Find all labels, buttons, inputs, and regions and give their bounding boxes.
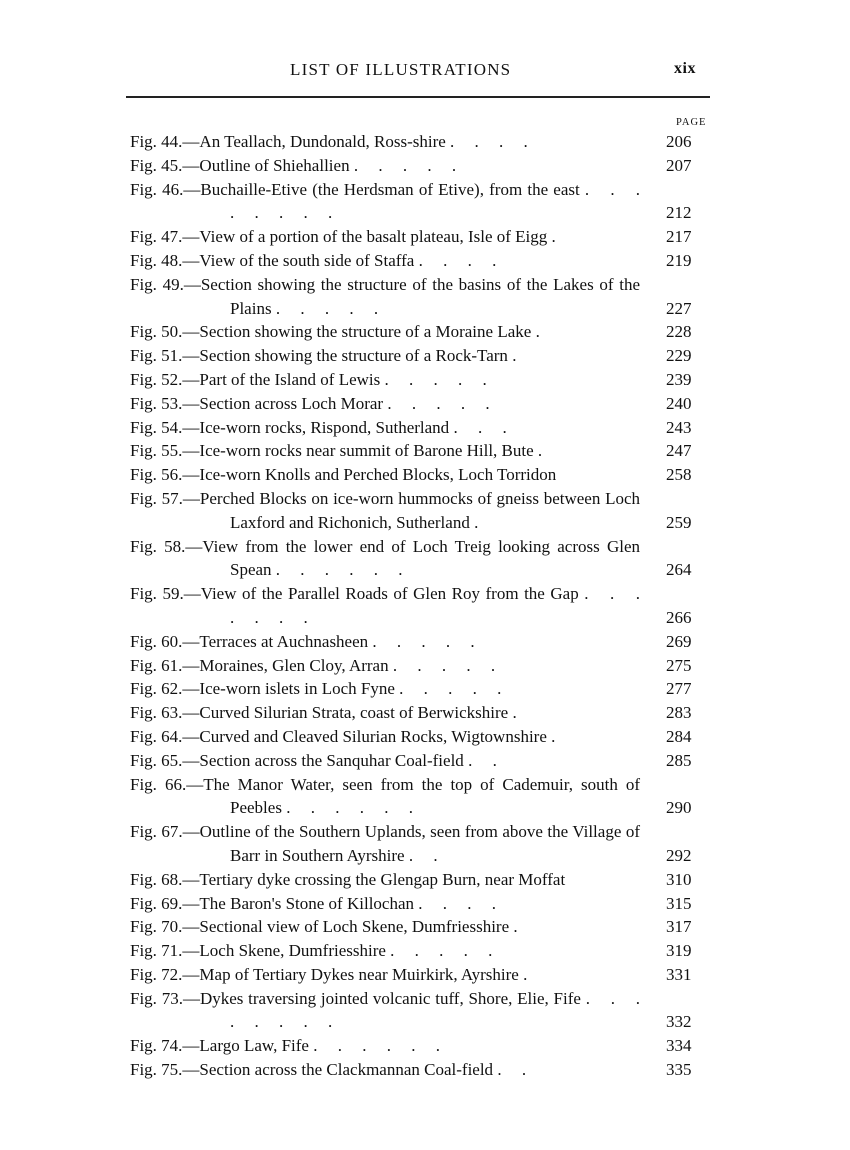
entry-page-number: 290 (666, 798, 692, 818)
entry-text: Fig. 70.—Sectional view of Loch Skene, Dumfriesshire (130, 917, 510, 937)
dot-leader: . . . . . (392, 655, 496, 675)
entry-description (130, 178, 640, 226)
list-item (130, 178, 730, 226)
list-item (130, 868, 730, 892)
list-item (130, 963, 730, 987)
entry-page-number: 228 (666, 322, 692, 342)
dot-leader: . . . . . . . . (230, 988, 641, 1032)
header-rule (126, 96, 710, 98)
entry-description (130, 320, 640, 344)
entry-page-number: 292 (666, 845, 692, 865)
list-item (130, 130, 730, 154)
entry-description (130, 368, 640, 392)
entry-text: Fig. 57.—Perched Blocks on ice-worn hummocks of gneiss between Loch Laxford and Richonich, Sutherland (130, 488, 640, 532)
list-item (130, 630, 730, 654)
entry-description (130, 677, 640, 701)
entry-text: Fig. 61.—Moraines, Glen Cloy, Arran (130, 655, 389, 675)
entry-text: Fig. 49.—Section showing the structure of the basins of the Lakes of the Plains (130, 274, 640, 318)
dot-leader: . . . . . (384, 369, 487, 389)
list-item (130, 749, 730, 773)
list-item (130, 225, 730, 249)
list-item (130, 677, 730, 701)
dot-leader: . (551, 726, 556, 746)
entry-text: Fig. 44.—An Teallach, Dundonald, Ross-shire (130, 132, 446, 151)
entry-page-number: 206 (666, 132, 692, 151)
dot-leader: . . . . . . (286, 798, 413, 818)
entry-text: Fig. 63.—Curved Silurian Strata, coast of Berwickshire (130, 703, 509, 723)
entry-text: Fig. 50.—Section showing the structure of a Moraine Lake (130, 322, 532, 342)
entry-description (130, 630, 640, 654)
entry-description (130, 225, 640, 249)
dot-leader: . (512, 703, 517, 723)
entry-page-number: 217 (666, 227, 692, 247)
entry-text: Fig. 75.—Section across the Clackmannan Coal-field (130, 1060, 494, 1080)
entry-description (130, 915, 640, 939)
entry-text: Fig. 52.—Part of the Island of Lewis (130, 369, 381, 389)
dot-leader: . . . . . (353, 155, 457, 175)
entry-text: Fig. 60.—Terraces at Auchnasheen (130, 631, 369, 651)
entry-text: Fig. 64.—Curved and Cleaved Silurian Rocks, Wigtownshire (130, 726, 547, 746)
list-item (130, 463, 730, 487)
entry-text: Fig. 45.—Outline of Shiehallien (130, 155, 350, 175)
entry-description (130, 273, 640, 321)
entry-description (130, 582, 640, 630)
entry-description (130, 487, 640, 535)
dot-leader: . . . . . . (313, 1036, 440, 1056)
entry-description (130, 1034, 640, 1058)
list-item (130, 344, 730, 368)
entry-text: Fig. 54.—Ice-worn rocks, Rispond, Sutherland (130, 417, 450, 437)
dot-leader: . (535, 322, 540, 342)
entry-page-number: 283 (666, 703, 692, 723)
entry-page-number: 266 (666, 607, 692, 627)
entry-text: Fig. 55.—Ice-worn rocks near summit of Barone Hill, Bute (130, 441, 534, 461)
dot-leader: . (513, 917, 518, 937)
entry-description (130, 987, 640, 1035)
dot-leader: . . . . . (390, 941, 493, 961)
entry-page-number: 239 (666, 369, 692, 389)
dot-leader: . . . . . . . . (230, 179, 640, 223)
entry-description (130, 892, 640, 916)
entry-description (130, 749, 640, 773)
entry-description (130, 344, 640, 368)
dot-leader: . (523, 964, 528, 984)
illustration-list (130, 130, 730, 1082)
entry-description (130, 1058, 640, 1082)
entry-text: Fig. 65.—Section across the Sanquhar Coal-field (130, 750, 464, 770)
dot-leader: . . . . . . (275, 560, 403, 580)
entry-page-number: 219 (666, 250, 692, 270)
entry-page-number: 335 (666, 1060, 692, 1080)
list-item (130, 915, 730, 939)
entry-page-number: 269 (666, 631, 692, 651)
entry-description (130, 939, 640, 963)
entry-description (130, 868, 640, 892)
dot-leader: . (474, 512, 479, 532)
list-item (130, 654, 730, 678)
entry-description (130, 249, 640, 273)
dot-leader: . . (497, 1060, 527, 1080)
entry-page-number: 319 (666, 941, 692, 961)
dot-leader: . . . . . (399, 679, 502, 699)
entry-text: Fig. 58.—View from the lower end of Loch Treig looking across Glen Spean (130, 536, 640, 580)
page-folio: xix (674, 60, 696, 77)
entry-text: Fig. 73.—Dykes traversing jointed volcanic tuff, Shore, Elie, Fife (130, 988, 581, 1008)
entry-text: Fig. 74.—Largo Law, Fife (130, 1036, 309, 1056)
list-item (130, 368, 730, 392)
entry-page-number: 243 (666, 417, 692, 437)
list-item (130, 273, 730, 321)
dot-leader: . . . . (418, 250, 497, 270)
dot-leader: . (512, 346, 517, 366)
list-item (130, 939, 730, 963)
dot-leader: . . . . (418, 893, 497, 913)
dot-leader: . . . . . . . (230, 584, 641, 627)
entry-page-number: 212 (666, 203, 692, 223)
entry-text: Fig. 68.—Tertiary dyke crossing the Glengap Burn, near Moffat (130, 869, 566, 889)
list-item (130, 1034, 730, 1058)
dot-leader: . . . . (450, 132, 528, 151)
entry-text: Fig. 67.—Outline of the Southern Uplands, seen from above the Village of Barr in Southern Ayrshire (130, 822, 640, 865)
entry-description (130, 773, 640, 821)
list-item (130, 582, 730, 630)
entry-page-number: 315 (666, 893, 692, 913)
dot-leader: . . (468, 750, 497, 770)
entry-page-number: 247 (666, 441, 692, 461)
entry-description (130, 130, 640, 154)
entry-description (130, 654, 640, 678)
entry-text: Fig. 72.—Map of Tertiary Dykes near Muirkirk, Ayrshire (130, 964, 519, 984)
entry-text: Fig. 56.—Ice-worn Knolls and Perched Blocks, Loch Torridon (130, 465, 557, 485)
entry-description (130, 963, 640, 987)
dot-leader: . . (408, 845, 438, 865)
list-item (130, 701, 730, 725)
page-column-heading: PAGE (676, 117, 707, 128)
list-item (130, 892, 730, 916)
list-item (130, 535, 730, 583)
dot-leader: . . . . . (275, 298, 379, 318)
entry-text: Fig. 46.—Buchaille-Etive (the Herdsman of Etive), from the east (130, 179, 580, 199)
entry-page-number: 275 (666, 655, 692, 675)
entry-page-number: 227 (666, 298, 692, 318)
entry-page-number: 264 (666, 560, 692, 580)
entry-description (130, 439, 640, 463)
entry-description (130, 463, 640, 487)
list-item (130, 392, 730, 416)
dot-leader: . (537, 441, 543, 461)
entry-text: Fig. 48.—View of the south side of Staffa (130, 250, 415, 270)
dot-leader: . . . (453, 417, 507, 437)
entry-page-number: 229 (666, 346, 692, 366)
list-item (130, 154, 730, 178)
list-item (130, 320, 730, 344)
entry-description (130, 535, 640, 583)
list-item (130, 249, 730, 273)
entry-text: Fig. 66.—The Manor Water, seen from the top of Cademuir, south of Peebles (130, 774, 640, 818)
entry-page-number: 310 (666, 869, 692, 889)
entry-text: Fig. 51.—Section showing the structure of a Rock-Tarn (130, 346, 508, 366)
list-item (130, 439, 730, 463)
entry-text: Fig. 62.—Ice-worn islets in Loch Fyne (130, 679, 395, 699)
entry-page-number: 207 (666, 155, 692, 175)
entry-page-number: 258 (666, 465, 692, 485)
entry-page-number: 317 (666, 917, 692, 937)
entry-text: Fig. 69.—The Baron's Stone of Killochan (130, 893, 415, 913)
running-head: LIST OF ILLUSTRATIONS (290, 60, 512, 79)
entry-text: Fig. 53.—Section across Loch Morar (130, 393, 384, 413)
entry-description (130, 725, 640, 749)
entry-page-number: 284 (666, 726, 692, 746)
dot-leader: . . . . . (372, 631, 475, 651)
entry-page-number: 259 (666, 512, 692, 532)
dot-leader: . (551, 227, 556, 247)
entry-page-number: 240 (666, 393, 692, 413)
list-item (130, 416, 730, 440)
list-item (130, 1058, 730, 1082)
entry-page-number: 331 (666, 964, 692, 984)
entry-description (130, 701, 640, 725)
entry-page-number: 334 (666, 1036, 692, 1056)
entry-description (130, 392, 640, 416)
entry-text: Fig. 47.—View of a portion of the basalt plateau, Isle of Eigg (130, 227, 548, 247)
list-item (130, 820, 730, 868)
list-item (130, 725, 730, 749)
entry-page-number: 285 (666, 750, 692, 770)
entry-description (130, 416, 640, 440)
entry-page-number: 277 (666, 679, 692, 699)
entry-text: Fig. 59.—View of the Parallel Roads of Glen Roy from the Gap (130, 584, 579, 604)
entry-page-number: 332 (666, 1012, 692, 1032)
list-item (130, 987, 730, 1035)
entry-description (130, 820, 640, 868)
list-item (130, 773, 730, 821)
list-item (130, 487, 730, 535)
entry-text: Fig. 71.—Loch Skene, Dumfriesshire (130, 941, 386, 961)
entry-description (130, 154, 640, 178)
dot-leader: . . . . . (387, 393, 490, 413)
